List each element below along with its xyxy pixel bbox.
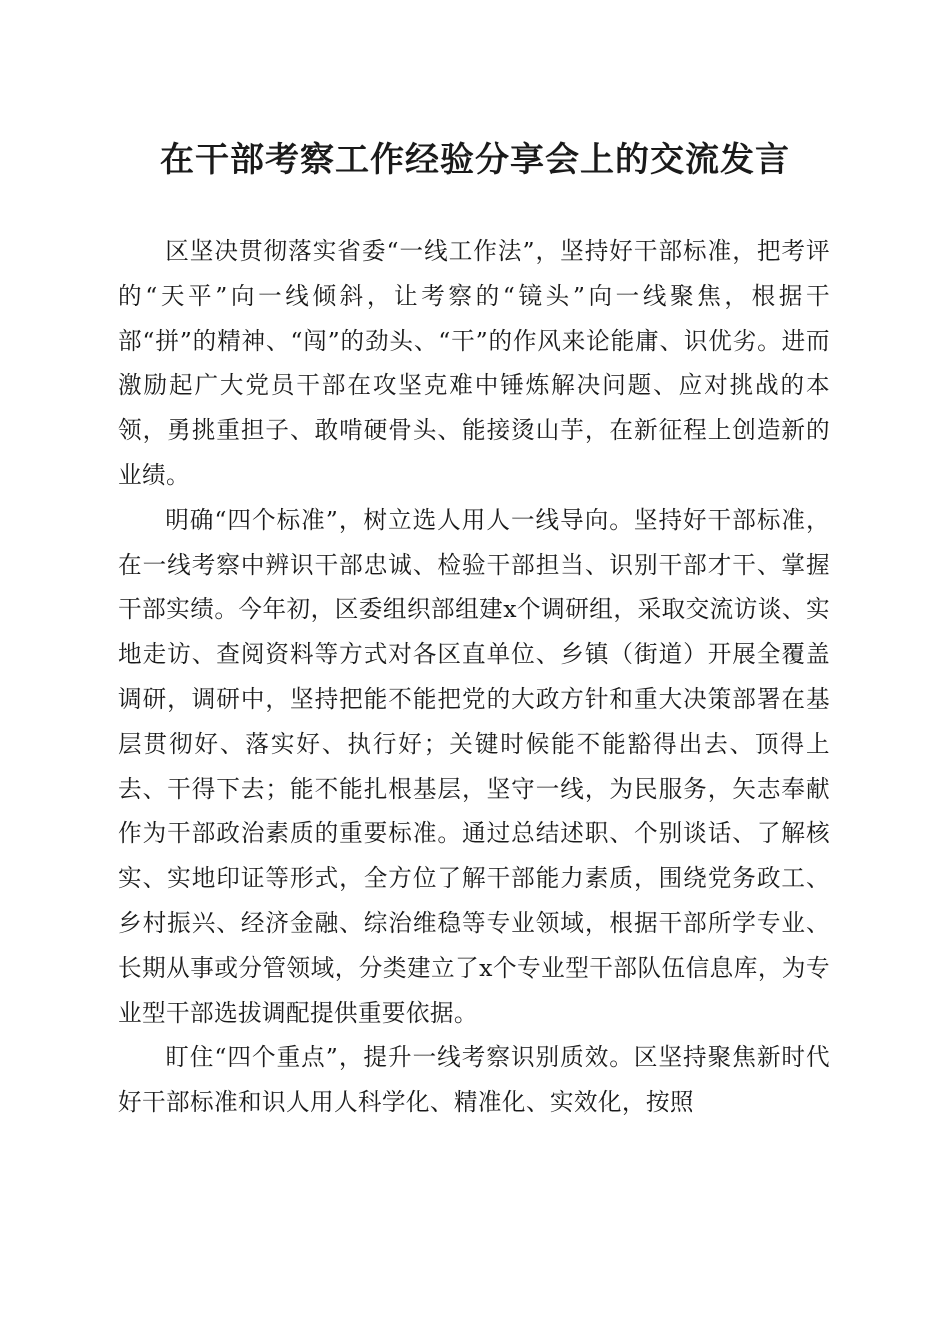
paragraph: 盯住“四个重点”，提升一线考察识别质效。区坚持聚焦新时代好干部标准和识人用人科学化、精准化、实效化，按照 [118, 1043, 830, 1117]
paragraph: 区坚决贯彻落实省委“一线工作法”，坚持好干部标准，把考评的“天平”向一线倾斜，让考察的“镜头”向一线聚焦，根据干部“拼”的精神、“闯”的劲头、“干”的作风来论能庸、识优劣。进而激励起广大党员干部在攻坚克难中锤炼解决问题、应对挑战的本领，勇挑重担子、敢啃硬骨头、能接烫山芋，在新征程上创造新的业绩。 [118, 237, 830, 489]
paragraph: 明确“四个标准”，树立选人用人一线导向。坚持好干部标准，在一线考察中辨识干部忠诚、检验干部担当、识别干部才干、掌握干部实绩。今年初，区委组织部组建x个调研组，采取交流访谈、实地走访、查阅资料等方式对各区直单位、乡镇（街道）开展全覆盖调研，调研中，坚持把能不能把党的大政方针和重大决策部署在基层贯彻好、落实好、执行好；关键时候能不能豁得出去、顶得上去、干得下去；能不能扎根基层，坚守一线，为民服务，矢志奉献作为干部政治素质的重要标准。通过总结述职、个别谈话、了解核实、实地印证等形式，全方位了解干部能力素质，围绕党务政工、乡村振兴、经济金融、综治维稳等专业领域，根据干部所学专业、长期从事或分管领域，分类建立了x个专业型干部队伍信息库，为专业型干部选拔调配提供重要依据。 [118, 505, 830, 1027]
document-body [118, 229, 830, 1125]
document-title: 在干部考察工作经验分享会上的交流发言 [160, 140, 790, 180]
